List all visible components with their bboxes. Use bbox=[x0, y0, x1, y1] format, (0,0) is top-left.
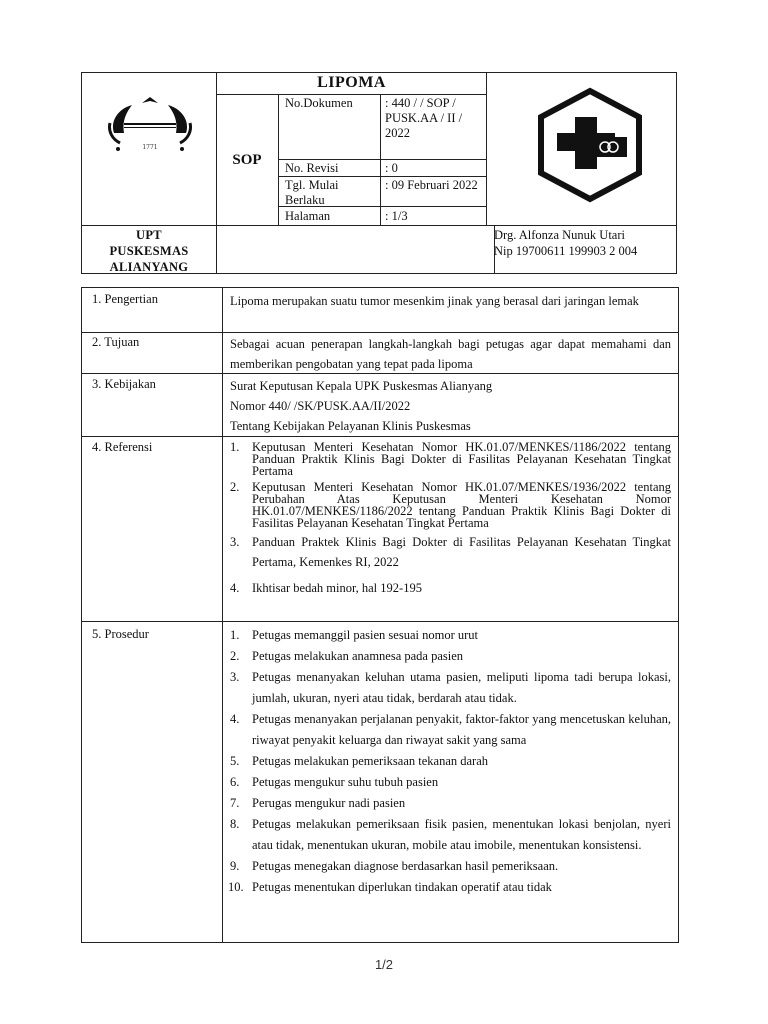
list-item: 3. Petugas menanyakan keluhan utama pasien, meliputi lipoma tadi berupa lokasi, jumlah, ukuran, nyeri atau tidak, berdarah atau tidak. bbox=[230, 670, 671, 705]
upt-puskesmas-name: UPT PUSKESMAS ALIANYANG bbox=[109, 228, 189, 274]
list-item: 4. Petugas menanyakan perjalanan penyakit, faktor-faktor yang mencetuskan keluhan, riwayat penyakit keluarga dan riwayat sakit yang sama bbox=[230, 712, 671, 747]
section-label-referensi: 4. Referensi bbox=[92, 440, 153, 454]
list-item: 1. Keputusan Menteri Kesehatan Nomor HK.01.07/MENKES/1186/2022 tentang Panduan Praktik Klinis Bagi Dokter di Fasilitas Pelayanan Kesehatan Tingkat Pertama bbox=[230, 440, 671, 479]
no-revisi-value: : 0 bbox=[385, 161, 398, 175]
regional-emblem-logo bbox=[82, 73, 216, 225]
kebijakan-line-1: Surat Keputusan Kepala UPK Puskesmas Alianyang bbox=[230, 379, 493, 393]
signer-block bbox=[494, 227, 674, 259]
list-item: 2. Petugas melakukan anamnesa pada pasien bbox=[230, 649, 464, 663]
tgl-berlaku-label: Tgl. Mulai Berlaku bbox=[285, 178, 339, 207]
section-label-pengertian: 1. Pengertian bbox=[92, 292, 158, 306]
list-item: 5. Petugas melakukan pemeriksaan tekanan darah bbox=[230, 754, 489, 768]
page-number: 1/2 bbox=[374, 957, 394, 972]
list-item: 1. Petugas memanggil pasien sesuai nomor urut bbox=[230, 628, 479, 642]
list-item: 8. Petugas melakukan pemeriksaan fisik pasien, menentukan lokasi benjolan, nyeri atau tidak, menentukan ukuran, mobile atau imobile, menentukan konsistensi. bbox=[230, 817, 671, 852]
list-item: 10. Petugas menentukan diperlukan tindakan operatif atau tidak bbox=[228, 880, 552, 894]
no-dokumen-value: : 440 / / SOP / PUSK.AA / II / 2022 bbox=[385, 96, 463, 140]
svg-text:1771: 1771 bbox=[142, 144, 158, 151]
puskesmas-cross-icon bbox=[535, 87, 645, 203]
pengertian-text: Lipoma merupakan suatu tumor mesenkim jinak yang berasal dari jaringan lemak bbox=[230, 294, 639, 308]
sop-content-table bbox=[81, 287, 679, 943]
section-label-prosedur: 5. Prosedur bbox=[92, 627, 149, 641]
prosedur-list bbox=[230, 625, 671, 898]
list-item: 3. Panduan Praktek Klinis Bagi Dokter di Fasilitas Pelayanan Kesehatan Tingkat Pertama, Kemenkes RI, 2022 bbox=[230, 535, 671, 570]
list-item: 7. Perugas mengukur nadi pasien bbox=[230, 796, 406, 810]
signer-name: Drg. Alfonza Nunuk Utari bbox=[494, 228, 625, 242]
no-dokumen-label: No.Dokumen bbox=[285, 96, 353, 110]
list-item: 4. Ikhtisar bedah minor, hal 192-195 bbox=[230, 581, 422, 596]
signer-nip: Nip 19700611 199903 2 004 bbox=[494, 244, 638, 258]
kebijakan-line-2: Nomor 440/ /SK/PUSK.AA/II/2022 bbox=[230, 399, 411, 413]
tgl-berlaku-value: : 09 Februari 2022 bbox=[385, 178, 478, 192]
list-item: 9. Petugas menegakan diagnose berdasarkan hasil pemeriksaan. bbox=[230, 859, 559, 873]
kebijakan-line-3: Tentang Kebijakan Pelayanan Klinis Puskesmas bbox=[230, 419, 471, 433]
wreath-emblem-icon bbox=[100, 93, 200, 159]
halaman-value: : 1/3 bbox=[385, 209, 408, 223]
no-revisi-label: No. Revisi bbox=[285, 161, 339, 175]
sop-label: SOP bbox=[232, 151, 262, 168]
tujuan-text: Sebagai acuan penerapan langkah-langkah bagi petugas agar dapat memahami dan memberikan pengobatan yang tepat pada lipoma bbox=[230, 337, 671, 371]
document-title: LIPOMA bbox=[317, 74, 386, 91]
puskesmas-logo bbox=[535, 87, 645, 208]
referensi-list bbox=[230, 441, 671, 598]
list-item: 6. Petugas mengukur suhu tubuh pasien bbox=[230, 775, 439, 789]
kebijakan-text bbox=[230, 376, 671, 436]
section-label-tujuan: 2. Tujuan bbox=[92, 335, 140, 349]
section-label-kebijakan: 3. Kebijakan bbox=[92, 377, 156, 391]
list-item: 2. Keputusan Menteri Kesehatan Nomor HK.01.07/MENKES/1936/2022 tentang Perubahan Atas Keputusan Menteri Kesehatan Nomor HK.01.07/MENKES/1186/2022 tentang Panduan Praktik Klinis Bagi Dokter di Fasilitas Pelayanan Kesehatan Tingkat Pertama bbox=[230, 479, 671, 531]
sop-header-table bbox=[81, 72, 677, 274]
halaman-label: Halaman bbox=[285, 209, 331, 223]
